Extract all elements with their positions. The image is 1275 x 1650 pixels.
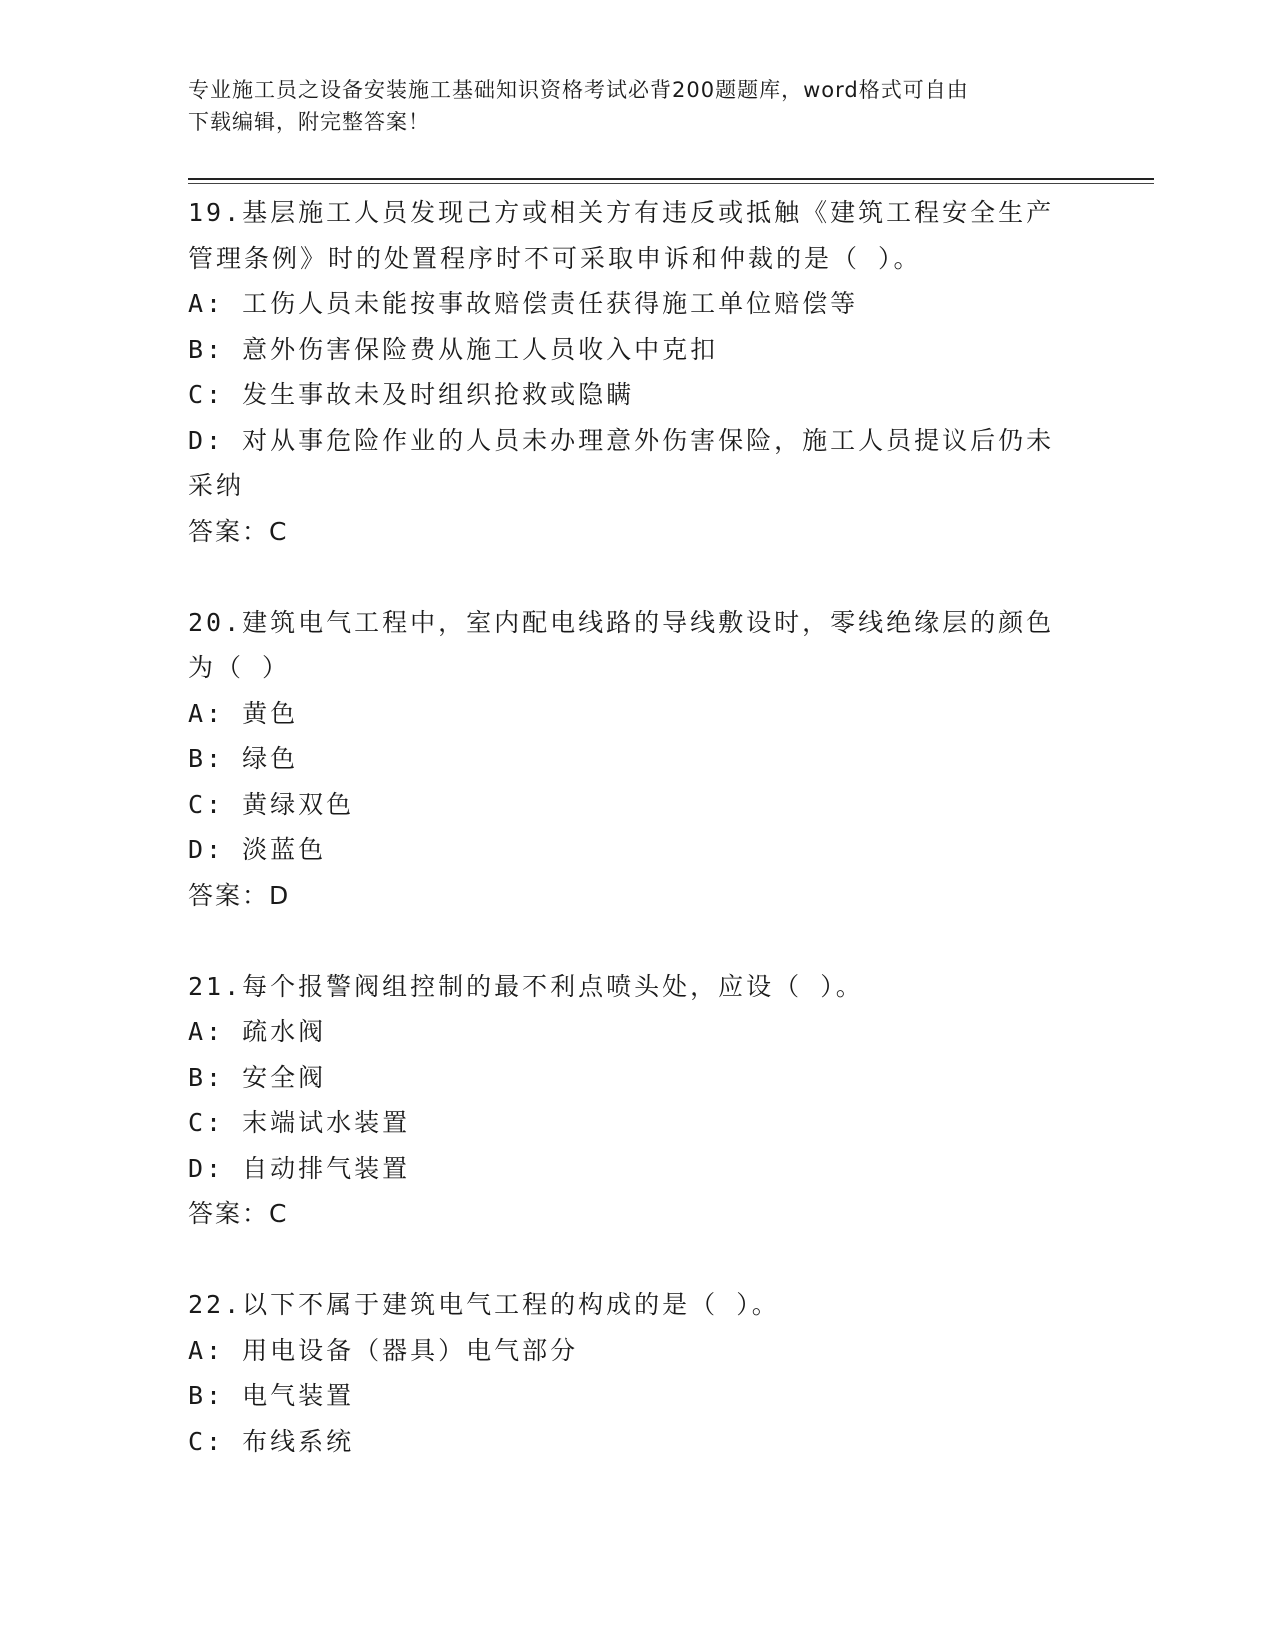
option-b: B: 电气装置 — [188, 1381, 355, 1410]
question-stem-line: 为（ ） — [188, 653, 291, 682]
header-divider-thin — [188, 183, 1154, 184]
answer-label: 答案：C — [188, 1199, 289, 1228]
header-line-2: 下载编辑，附完整答案！ — [188, 110, 430, 134]
answer-label: 答案：C — [188, 516, 289, 546]
question-list — [188, 190, 1088, 1510]
option-b: B: 安全阀 — [188, 1062, 327, 1092]
header-line-1: 专业施工员之设备安装施工基础知识资格考试必背200题题库，word格式可自由 — [188, 78, 969, 102]
question-21 — [188, 964, 1088, 1237]
option-d: D: 自动排气装置 — [188, 1153, 411, 1183]
option-d: D: 对从事危险作业的人员未办理意外伤害保险，施工人员提议后仍未 — [188, 425, 1055, 455]
question-stem-line: 22.以下不属于建筑电气工程的构成的是（ ）。 — [188, 1290, 780, 1319]
question-stem-line: 19.基层施工人员发现己方或相关方有违反或抵触《建筑工程安全生产 — [188, 198, 1055, 227]
option-a: A: 黄色 — [188, 698, 299, 728]
option-b: B: 意外伤害保险费从施工人员收入中克扣 — [188, 334, 719, 364]
header-divider-thick — [188, 178, 1154, 180]
option-c: C: 发生事故未及时组织抢救或隐瞒 — [188, 380, 635, 409]
document-header — [188, 74, 1068, 138]
option-b: B: 绿色 — [188, 744, 299, 773]
question-19 — [188, 190, 1088, 554]
question-20 — [188, 600, 1088, 919]
option-a: A: 用电设备（器具）电气部分 — [188, 1335, 579, 1365]
option-c: C: 布线系统 — [188, 1426, 355, 1456]
option-a: A: 工伤人员未能按事故赔偿责任获得施工单位赔偿等 — [188, 289, 859, 318]
option-a: A: 疏水阀 — [188, 1017, 327, 1046]
question-stem-line: 21.每个报警阀组控制的最不利点喷头处，应设（ ）。 — [188, 971, 864, 1001]
option-d-continued: 采纳 — [188, 471, 245, 500]
option-c: C: 末端试水装置 — [188, 1108, 411, 1137]
question-stem-line: 20.建筑电气工程中，室内配电线路的导线敷设时，零线绝缘层的颜色 — [188, 607, 1055, 637]
option-c: C: 黄绿双色 — [188, 789, 355, 819]
option-d: D: 淡蓝色 — [188, 835, 327, 864]
answer-label: 答案：D — [188, 880, 291, 910]
question-stem-line: 管理条例》时的处置程序时不可采取申诉和仲裁的是（ ）。 — [188, 243, 922, 273]
question-22 — [188, 1282, 1088, 1464]
